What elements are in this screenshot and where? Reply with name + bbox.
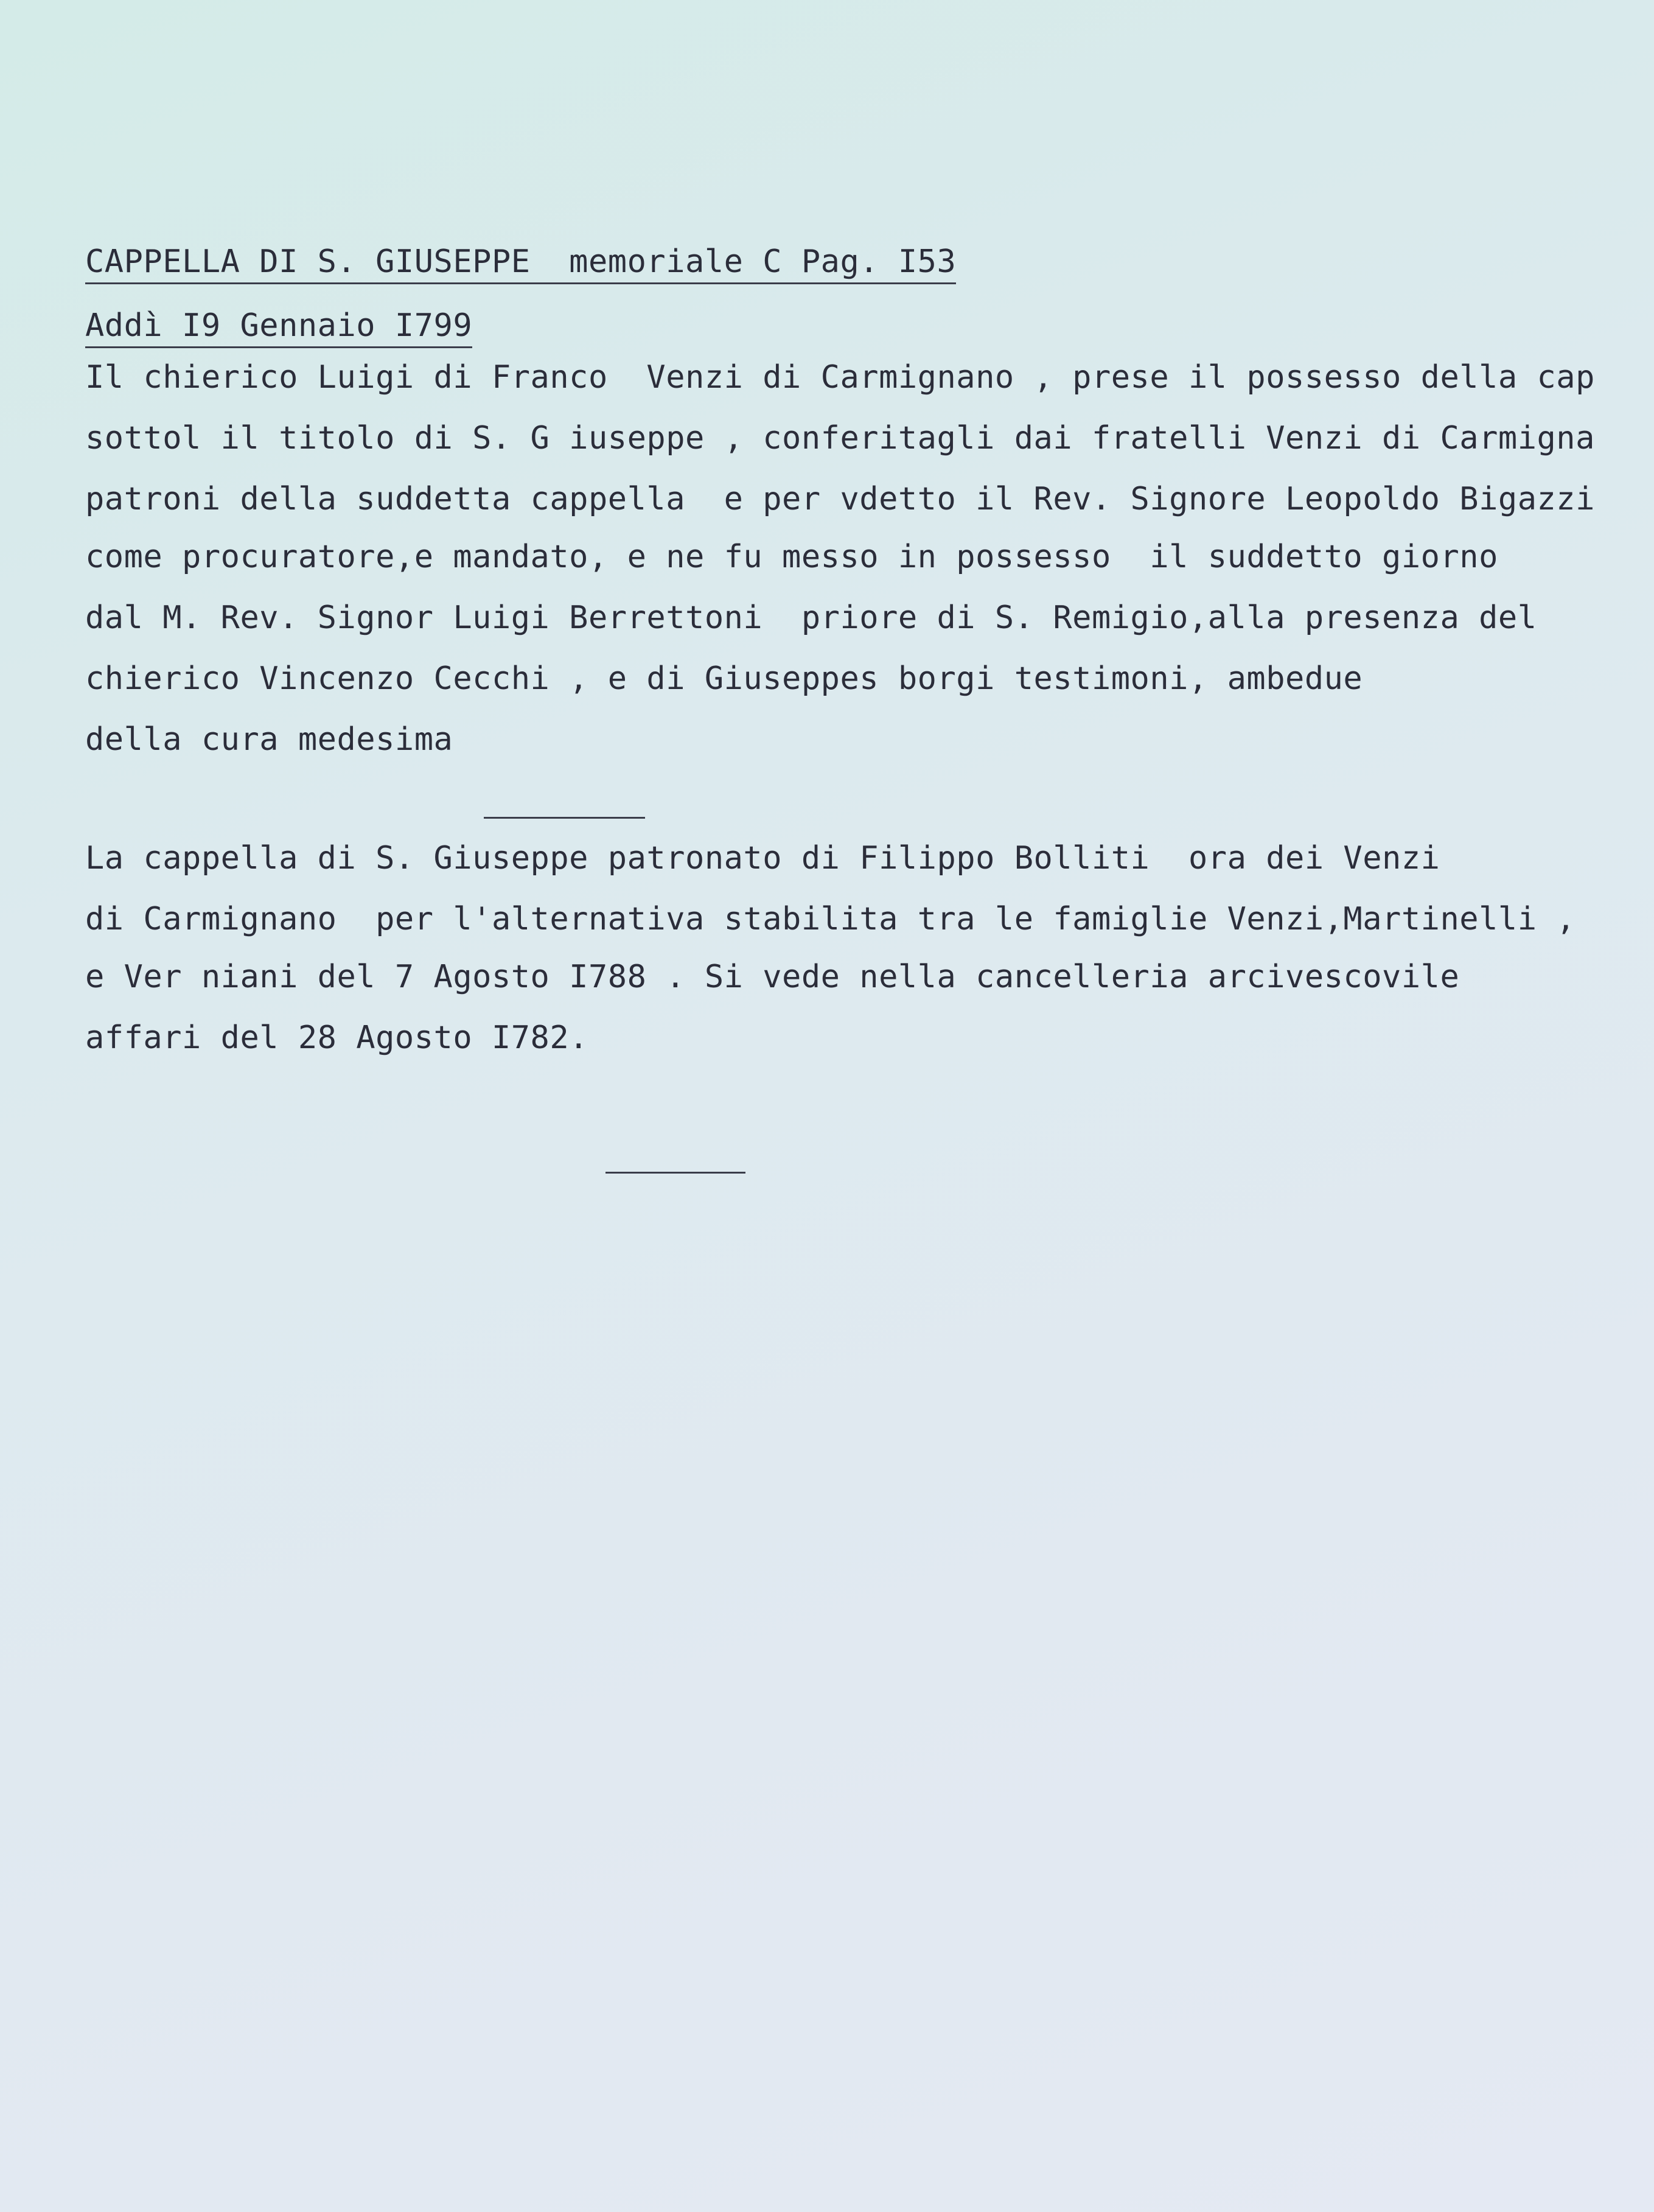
paragraph-1-line-3: patroni della suddetta cappella e per vdetto il Rev. Signore Leopoldo Bigazzi xyxy=(85,481,1595,517)
paragraph-2-line-1: La cappella di S. Giuseppe patronato di Filippo Bolliti ora dei Venzi xyxy=(85,840,1440,877)
paragraph-2-line-2: di Carmignano per l'alternativa stabilita tra le famiglie Venzi,Martinelli , xyxy=(85,901,1576,937)
document-date: Addì I9 Gennaio I799 xyxy=(85,307,472,348)
paragraph-1-line-6: chierico Vincenzo Cecchi , e di Giuseppes borgi testimoni, ambedue xyxy=(85,660,1363,697)
paragraph-1-line-7: della cura medesima xyxy=(85,721,453,758)
paragraph-1-line-1: Il chierico Luigi di Franco Venzi di Carmignano , prese il possesso della cap xyxy=(85,359,1595,396)
document-title: CAPPELLA DI S. GIUSEPPE memoriale C Pag. I53 xyxy=(85,243,956,284)
paragraph-1-line-2: sottol il titolo di S. G iuseppe , conferitagli dai fratelli Venzi di Carmigna xyxy=(85,420,1595,457)
paragraph-2-line-4: affari del 28 Agosto I782. xyxy=(85,1020,588,1056)
paragraph-1-line-5: dal M. Rev. Signor Luigi Berrettoni priore di S. Remigio,alla presenza del xyxy=(85,600,1537,636)
section-divider xyxy=(484,817,645,819)
paragraph-1-line-4: come procuratore,e mandato, e ne fu messo in possesso il suddetto giorno xyxy=(85,539,1498,575)
end-divider xyxy=(605,1172,745,1174)
paragraph-2-line-3: e Ver niani del 7 Agosto I788 . Si vede nella cancelleria arcivescovile xyxy=(85,959,1460,995)
